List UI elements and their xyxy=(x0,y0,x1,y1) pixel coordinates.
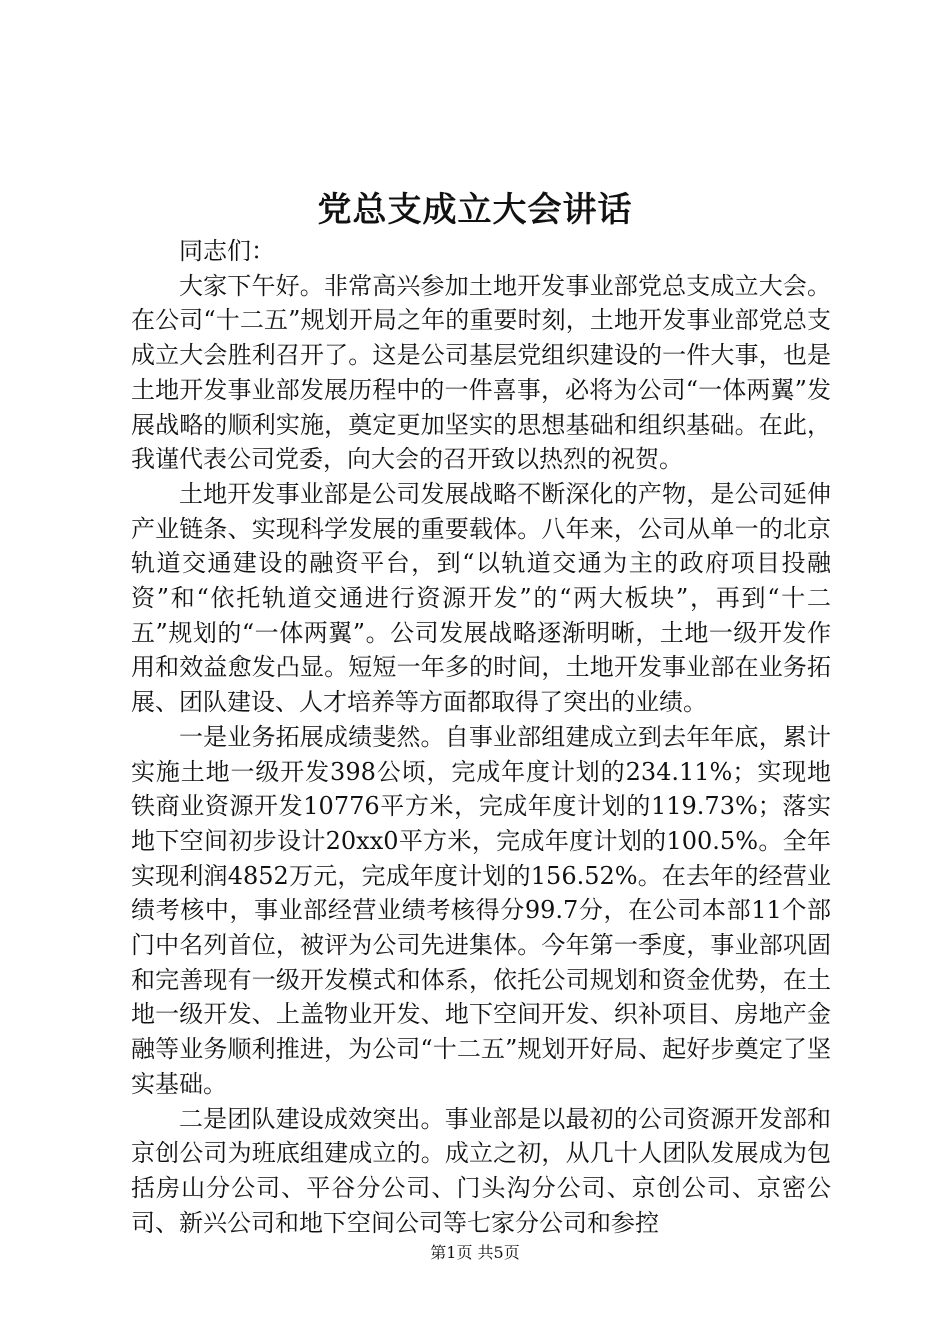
paragraph: 土地开发事业部是公司发展战略不断深化的产物，是公司延伸产业链条、实现科学发展的重要载体。八年来，公司从单一的北京轨道交通建设的融资平台，到“以轨道交通为主的政府项目投融资”和“依托轨道交通进行资源开发”的“两大板块”，再到“十二五”规划的“一体两翼”。公司发展战略逐渐明晰，土地一级开发作用和效益愈发凸显。短短一年多的时间，土地开发事业部在业务拓展、团队建设、人才培养等方面都取得了突出的业绩。 xyxy=(131,479,831,717)
document-title: 党总支成立大会讲话 xyxy=(317,190,633,230)
paragraph: 二是团队建设成效突出。事业部是以最初的公司资源开发部和京创公司为班底组建成立的。成立之初，从几十人团队发展成为包括房山分公司、平谷分公司、门头沟分公司、京创公司、京密公司、新兴公司和地下空间公司等七家分公司和参控 xyxy=(131,1104,831,1237)
page-footer: 第1页 共5页 xyxy=(430,1243,520,1262)
document-body xyxy=(131,234,831,1240)
paragraph: 大家下午好。非常高兴参加土地开发事业部党总支成立大会。在公司“十二五”规划开局之年的重要时刻，土地开发事业部党总支成立大会胜利召开了。这是公司基层党组织建设的一件大事，也是土地开发事业部发展历程中的一件喜事，必将为公司“一体两翼”发展战略的顺利实施，奠定更加坚实的思想基础和组织基础。在此，我谨代表公司党委，向大会的召开致以热烈的祝贺。 xyxy=(131,271,831,474)
paragraph: 一是业务拓展成绩斐然。自事业部组建成立到去年年底，累计实施土地一级开发398公顷，完成年度计划的234.11%；实现地铁商业资源开发10776平方米，完成年度计划的119.73%；落实地下空间初步设计20xx0平方米，完成年度计划的100.5%。全年实现利润4852万元，完成年度计划的156.52%。在去年的经营业绩考核中，事业部经营业绩考核得分99.7分，在公司本部11个部门中名列首位，被评为公司先进集体。今年第一季度，事业部巩固和完善现有一级开发模式和体系，依托公司规划和资金优势，在土地一级开发、上盖物业开发、地下空间开发、织补项目、房地产金融等业务顺利推进，为公司“十二五”规划开好局、起好步奠定了坚实基础。 xyxy=(131,722,831,1098)
salutation: 同志们： xyxy=(179,237,275,265)
